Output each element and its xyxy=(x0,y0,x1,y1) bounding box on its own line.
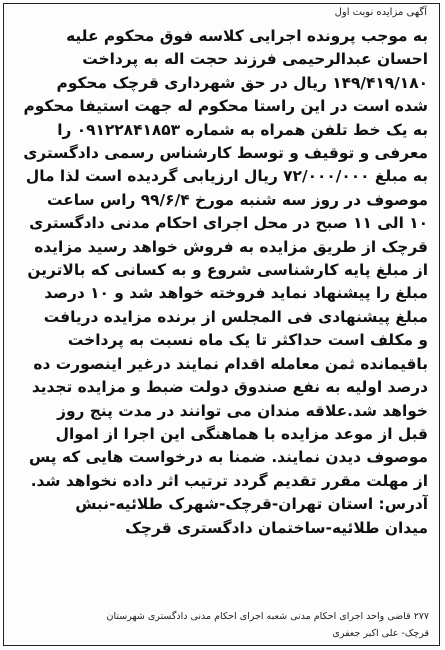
notice-line: مبلغ را پیشنهاد نماید فروخته خواهد شد و ۱۰ درصد xyxy=(44,284,428,303)
notice-footer xyxy=(11,608,429,642)
footer-signature-line: قرچک- علی اکبر جعفری xyxy=(332,628,429,639)
notice-line: ۱۴۹/۴۱۹/۱۸۰ ریال در حق شهرداری قرچک محکوم xyxy=(56,73,428,92)
notice-body xyxy=(8,25,428,540)
notice-line: از مهلت مقرر تقدیم گردد ترتیب اثر داده نخواهد شد. xyxy=(30,471,428,490)
notice-line: قرچک از طریق مزایده به فروش خواهد رسید مزایده xyxy=(34,237,428,256)
notice-line: ۱۰ الی ۱۱ صبح در محل اجرای احکام مدنی دادگستری xyxy=(29,214,428,233)
auction-notice xyxy=(3,3,440,646)
notice-line: باقیمانده ثمن معامله اقدام نمایند درغیر اینصورت ده xyxy=(33,354,428,373)
notice-line: موصوف دیدن نمایند. ضمنا به درخواست هایی که پس xyxy=(28,448,428,467)
notice-line: از مبلغ پایه کارشناسی شروع و به کسانی که بالاترین xyxy=(27,261,428,280)
footer-issuer-line: ۲۷۷ قاضی واحد اجرای احکام مدنی شعبه اجرای احکام مدنی دادگستری شهرستان xyxy=(106,611,429,622)
notice-line: احسان عبدالرحیمی فرزند حجت اله به پرداخت xyxy=(82,50,428,69)
notice-line: به مبلغ ۷۲/۰۰۰/۰۰۰ ریال ارزیابی گردیده است لذا مال xyxy=(25,167,428,186)
notice-line: به یک خط تلفن همراه به شماره ۰۹۱۲۲۸۴۱۸۵۳ را xyxy=(57,120,428,139)
address-line: میدان طلائیه-ساختمان دادگستری قرچک xyxy=(125,518,428,537)
notice-title: آگهی مزایده نوبت اول xyxy=(334,7,427,18)
notice-line: معرفی و توقیف و توسط کارشناس رسمی دادگستری xyxy=(23,144,428,163)
notice-line: قبل از موعد مزایده با هماهنگی این اجرا از اموال xyxy=(55,424,428,443)
notice-line: مبلغ پیشنهادی فی المجلس از برنده مزایده دریافت xyxy=(43,307,428,326)
notice-line: درصد اولیه به نفع صندوق دولت ضبط و مزایده تجدید xyxy=(31,378,428,397)
address-line: آدرس: استان تهران-قرچک-شهرک طلائیه-نبش xyxy=(75,495,428,514)
notice-line: شده است در این راستا محکوم له جهت استیفا محکوم xyxy=(23,97,428,116)
notice-line: به موجب پرونده اجرایی کلاسه فوق محکوم علیه xyxy=(66,27,428,45)
notice-line: و مکلف است حداکثر تا یک ماه نسبت به پرداخت xyxy=(67,331,428,350)
notice-line: موصوف در روز سه شنبه مورخ ۹۹/۶/۴ راس ساعت xyxy=(46,190,428,209)
notice-line: خواهد شد.علاقه مندان می توانند در مدت پنج روز xyxy=(57,401,428,420)
